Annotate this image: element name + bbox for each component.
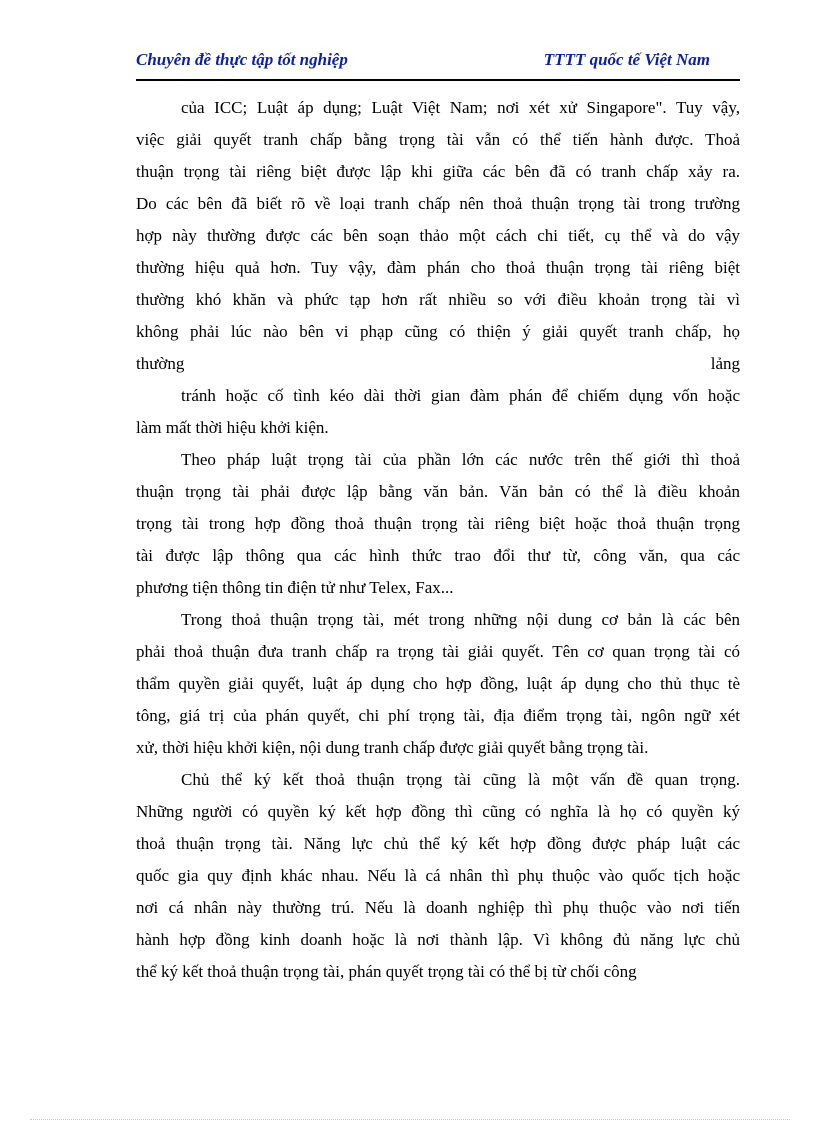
text-line: việc giải quyết tranh chấp bằng trọng tài vẫn có thể tiến hành được. Thoả [136, 130, 740, 149]
text-line: tông, giá trị của phán quyết, chi phí trọng tài, địa điểm trọng tài, ngôn ngữ xét [136, 706, 740, 725]
text-line: hợp này thường được các bên soạn thảo một cách chi tiết, cụ thể và do vậy [136, 226, 740, 245]
text-line: thoả thuận trọng tài. Năng lực chủ thể ký kết hợp đồng được pháp luật các [136, 834, 740, 853]
text-line: phải thoả thuận đưa tranh chấp ra trọng tài giải quyết. Tên cơ quan trọng tài có [136, 642, 740, 661]
text-line: thuận trọng tài riêng biệt được lập khi giữa các bên đã có tranh chấp xảy ra. [136, 162, 740, 181]
text-line: phương tiện thông tin điện tử như Telex, Fax... [136, 578, 454, 597]
text-line: tài được lập thông qua các hình thức trao đổi thư từ, công văn, qua các [136, 546, 740, 565]
text-line: xử, thời hiệu khởi kiện, nội dung tranh chấp được giải quyết bằng trọng tài. [136, 738, 649, 757]
footer-divider [30, 1119, 790, 1120]
text-line: Theo pháp luật trọng tài của phần lớn các nước trên thế giới thì thoả [181, 450, 740, 469]
text-line: thường lảng [136, 354, 740, 373]
text-line: không phải lúc nào bên vi phạp cũng có thiện ý giải quyết tranh chấp, họ [136, 322, 740, 341]
header-divider [136, 79, 740, 81]
text-line: Những người có quyền ký kết hợp đồng thì cũng có nghĩa là họ có quyền ký [136, 802, 740, 821]
text-line: thuận trọng tài phải được lập bằng văn bản. Văn bản có thể là điều khoản [136, 482, 740, 501]
text-line: làm mất thời hiệu khởi kiện. [136, 418, 329, 437]
text-line: tránh hoặc cố tình kéo dài thời gian đàm phán để chiếm dụng vốn hoặc [181, 386, 740, 405]
text-line: thường khó khăn và phức tạp hơn rất nhiều so với điều khoản trọng tài vì [136, 290, 740, 309]
text-line: Chủ thể ký kết thoả thuận trọng tài cũng là một vấn đề quan trọng. [181, 770, 740, 789]
text-line: quốc gia quy định khác nhau. Nếu là cá nhân thì phụ thuộc vào quốc tịch hoặc [136, 866, 740, 885]
text-line: nơi cá nhân này thường trú. Nếu là doanh nghiệp thì phụ thuộc vào nơi tiến [136, 898, 740, 917]
text-line: trọng tài trong hợp đồng thoả thuận trọng tài riêng biệt hoặc thoả thuận trọng [136, 514, 740, 533]
text-line: hành hợp đồng kinh doanh hoặc là nơi thành lập. Vì không đủ năng lực chủ [136, 930, 740, 949]
page-header [136, 48, 740, 72]
header-left-title: Chuyên đề thực tập tốt nghiệp [136, 50, 348, 69]
header-right-title: TTTT quốc tế Việt Nam [543, 50, 710, 69]
text-line: Trong thoả thuận trọng tài, mét trong những nội dung cơ bản là các bên [181, 610, 740, 629]
document-body [136, 92, 740, 988]
text-line: Do các bên đã biết rõ về loại tranh chấp nên thoả thuận trọng tài trong trường [136, 194, 740, 213]
text-line: thường hiệu quả hơn. Tuy vậy, đàm phán cho thoả thuận trọng tài riêng biệt [136, 258, 740, 277]
text-line: thẩm quyền giải quyết, luật áp dụng cho hợp đồng, luật áp dụng cho thủ thục tè [136, 674, 740, 693]
text-line: của ICC; Luật áp dụng; Luật Việt Nam; nơi xét xử Singapore". Tuy vậy, [181, 98, 740, 117]
text-line: thể ký kết thoả thuận trọng tài, phán quyết trọng tài có thể bị từ chối công [136, 962, 637, 981]
